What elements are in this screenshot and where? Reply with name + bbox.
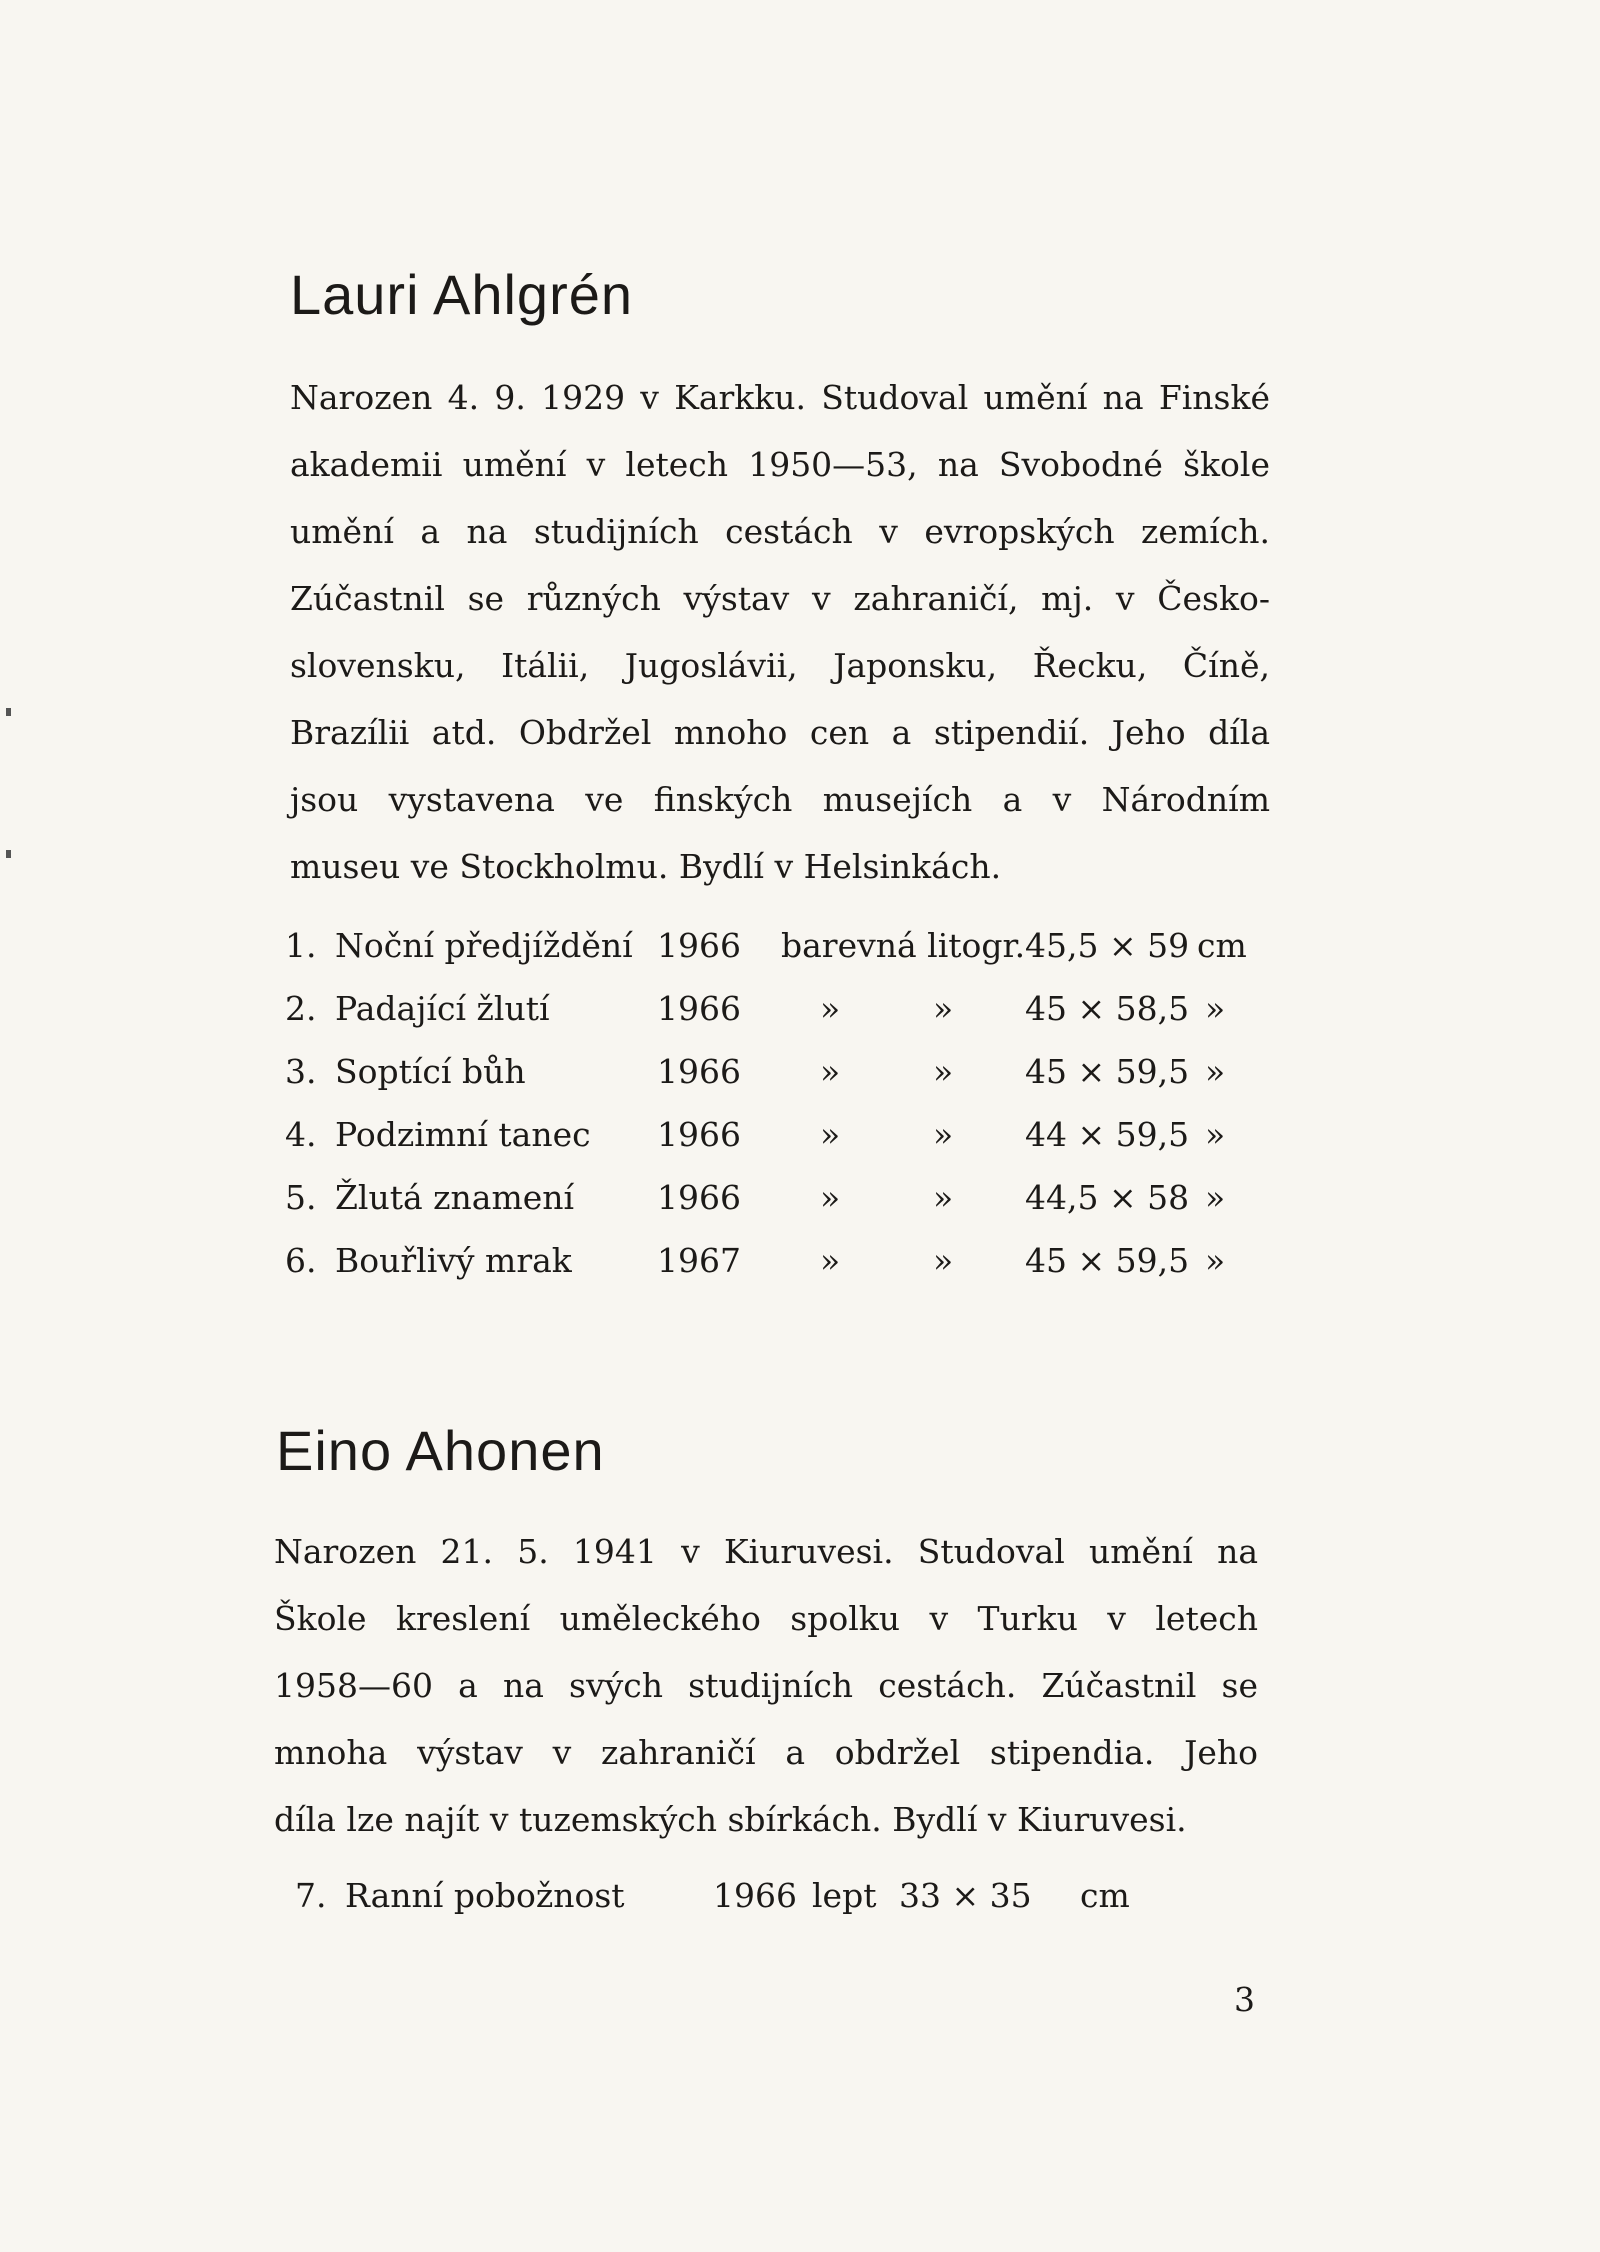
- work-number: 5.: [285, 1178, 317, 1217]
- work-technique: »: [820, 1241, 841, 1280]
- work-unit: »: [1205, 1115, 1226, 1154]
- work-number: 6.: [285, 1241, 317, 1280]
- work-dimensions: 45 × 58,5: [1025, 989, 1190, 1028]
- margin-mark: [6, 708, 11, 716]
- work-unit: »: [1205, 1052, 1226, 1091]
- work-title: Podzimní tanec: [335, 1115, 591, 1154]
- work-title: Noční předjíždění: [335, 926, 633, 965]
- work-technique: »: [933, 1178, 954, 1217]
- work-year: 1966: [657, 926, 741, 965]
- works-list: [295, 1876, 1195, 1920]
- artist-name-heading: Lauri Ahlgrén: [290, 263, 634, 326]
- works-list: [285, 926, 1285, 1286]
- bio-line: slovensku, Itálii, Jugoslávii, Japonsku, Řecku, Číně,: [290, 646, 1270, 685]
- bio-line: Narozen 4. 9. 1929 v Karkku. Studoval umění na Finské: [290, 378, 1270, 417]
- work-title: Bouřlivý mrak: [335, 1241, 572, 1280]
- work-technique: »: [933, 1241, 954, 1280]
- work-number: 2.: [285, 989, 317, 1028]
- work-unit: cm: [1197, 926, 1247, 965]
- work-title: Ranní pobožnost: [345, 1876, 625, 1915]
- work-technique: »: [820, 1115, 841, 1154]
- work-technique: »: [933, 1052, 954, 1091]
- work-year: 1966: [657, 1178, 741, 1217]
- page-number: 3: [1234, 1980, 1255, 2019]
- work-title: Soptící bůh: [335, 1052, 526, 1091]
- work-technique: »: [933, 989, 954, 1028]
- bio-line: mnoha výstav v zahraničí a obdržel stipendia. Jeho: [274, 1733, 1258, 1772]
- work-unit: »: [1205, 1178, 1226, 1217]
- work-unit: »: [1205, 1241, 1226, 1280]
- bio-line: 1958—60 a na svých studijních cestách. Zúčastnil se: [274, 1666, 1258, 1705]
- work-number: 4.: [285, 1115, 317, 1154]
- work-technique: lept: [812, 1876, 877, 1915]
- bio-line: díla lze najít v tuzemských sbírkách. Bydlí v Kiuruvesi.: [274, 1800, 1187, 1839]
- work-number: 3.: [285, 1052, 317, 1091]
- work-dimensions: 45 × 59,5: [1025, 1241, 1190, 1280]
- bio-line: Narozen 21. 5. 1941 v Kiuruvesi. Studoval umění na: [274, 1532, 1258, 1571]
- bio-line: akademii umění v letech 1950—53, na Svobodné škole: [290, 445, 1270, 484]
- work-year: 1966: [657, 1115, 741, 1154]
- work-number: 1.: [285, 926, 317, 965]
- bio-line: Škole kreslení uměleckého spolku v Turku v letech: [274, 1599, 1258, 1638]
- work-technique: »: [820, 1052, 841, 1091]
- bio-line: umění a na studijních cestách v evropských zemích.: [290, 512, 1270, 551]
- work-year: 1967: [657, 1241, 741, 1280]
- work-unit: cm: [1080, 1876, 1130, 1915]
- artist-bio: [274, 1518, 1258, 1853]
- work-title: Padající žlutí: [335, 989, 550, 1028]
- work-unit: »: [1205, 989, 1226, 1028]
- work-dimensions: 44,5 × 58: [1025, 1178, 1190, 1217]
- work-dimensions: 44 × 59,5: [1025, 1115, 1190, 1154]
- bio-line: jsou vystavena ve finských musejích a v Národním: [290, 780, 1270, 819]
- work-technique: barevná litogr.: [781, 926, 1026, 965]
- work-year: 1966: [713, 1876, 797, 1915]
- bio-line: Brazílii atd. Obdržel mnoho cen a stipendií. Jeho díla: [290, 713, 1270, 752]
- artist-bio: [290, 364, 1270, 900]
- work-technique: »: [820, 989, 841, 1028]
- bio-line: Zúčastnil se různých výstav v zahraničí, mj. v Česko-: [290, 579, 1270, 618]
- work-number: 7.: [295, 1876, 327, 1915]
- margin-mark: [6, 850, 11, 858]
- work-year: 1966: [657, 1052, 741, 1091]
- work-dimensions: 45 × 59,5: [1025, 1052, 1190, 1091]
- work-dimensions: 33 × 35: [899, 1876, 1032, 1915]
- work-title: Žlutá znamení: [335, 1178, 575, 1217]
- artist-name-heading: Eino Ahonen: [276, 1419, 605, 1482]
- work-year: 1966: [657, 989, 741, 1028]
- work-dimensions: 45,5 × 59: [1025, 926, 1190, 965]
- work-technique: »: [820, 1178, 841, 1217]
- bio-line: museu ve Stockholmu. Bydlí v Helsinkách.: [290, 847, 1002, 886]
- work-technique: »: [933, 1115, 954, 1154]
